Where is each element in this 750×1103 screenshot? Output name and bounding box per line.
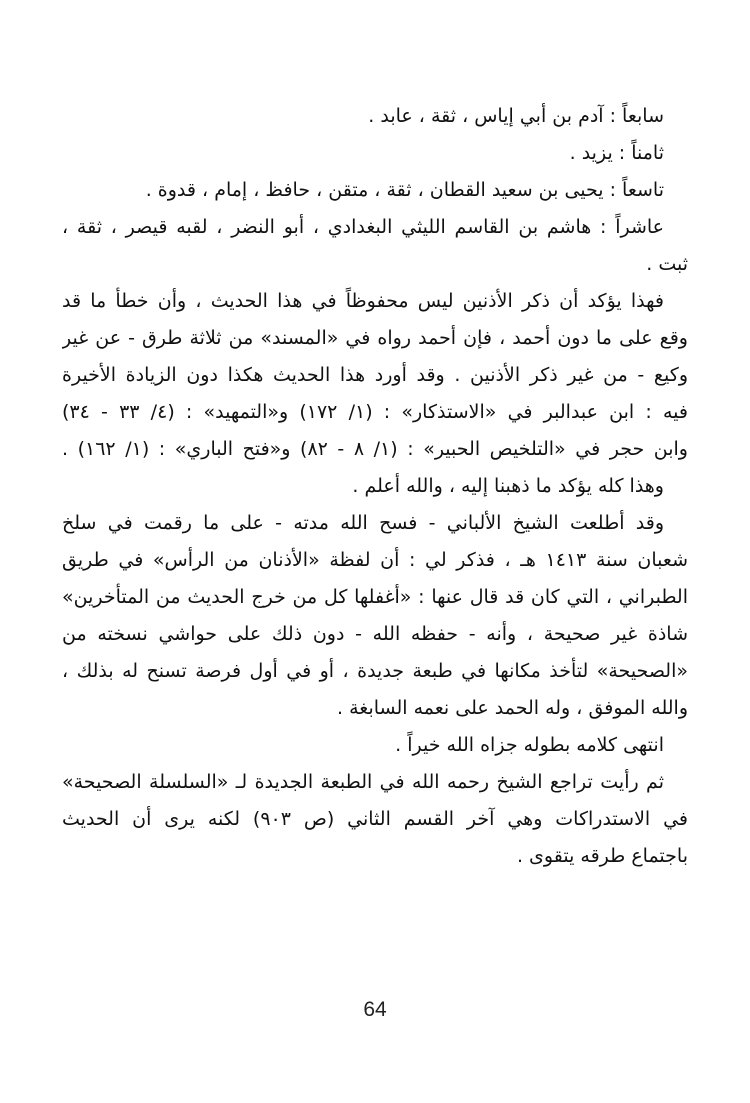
text-line: انتهى كلامه بطوله جزاه الله خيراً . [395, 734, 664, 756]
text-line: تاسعاً : يحيى بن سعيد القطان ، ثقة ، متقن ، حافظ ، إمام ، قدوة . [145, 179, 664, 201]
text-line: ثبت . [646, 253, 688, 275]
text-line: ثم رأيت تراجع الشيخ رحمه الله في الطبعة الجديدة لـ «السلسلة الصحيحة» [62, 771, 664, 793]
text-line: سابعاً : آدم بن أبي إياس ، ثقة ، عابد . [368, 105, 664, 127]
page-body-text [62, 98, 688, 875]
text-line: فهذا يؤكد أن ذكر الأذنين ليس محفوظاً في هذا الحديث ، وأن خطأ ما قد [62, 290, 664, 312]
text-line: في الاستدراكات وهي آخر القسم الثاني (ص ٩٠٣) لكنه يرى أن الحديث [62, 808, 688, 830]
text-line: وقد أطلعت الشيخ الألباني - فسح الله مدته - على ما رقمت في سلخ [62, 512, 664, 534]
page-number: 64 [363, 998, 387, 1021]
text-line: الطبراني ، التي كان قد قال عنها : «أغفلها كل من خرج الحديث من المتأخرين» [62, 586, 688, 608]
text-line: فيه : ابن عبدالبر في «الاستذكار» : (١/ ١٧٢) و«التمهيد» : (٤/ ٣٣ - ٣٤) [62, 401, 688, 423]
text-line: والله الموفق ، وله الحمد على نعمه السابغة . [337, 697, 688, 719]
text-line: شاذة غير صحيحة ، وأنه - حفظه الله - دون ذلك على حواشي نسخته من [62, 623, 688, 645]
text-line: وابن حجر في «التلخيص الحبير» : (١/ ٨ - ٨٢) و«فتح الباري» : (١/ ١٦٢) . [62, 438, 688, 460]
text-line: شعبان سنة ١٤١٣ هـ ، فذكر لي : أن لفظة «الأذنان من الرأس» في طريق [62, 549, 688, 571]
text-line: ثامناً : يزيد . [569, 142, 664, 164]
text-line: باجتماع طرقه يتقوى . [516, 845, 688, 867]
text-line: وقع على ما دون أحمد ، فإن أحمد رواه في «المسند» من ثلاثة طرق - عن غير [62, 327, 688, 349]
text-line: عاشراً : هاشم بن القاسم الليثي البغدادي ، أبو النضر ، لقبه قيصر ، ثقة ، [62, 216, 664, 238]
text-line: وهذا كله يؤكد ما ذهبنا إليه ، والله أعلم . [352, 475, 664, 497]
text-line: وكيع - من غير ذكر الأذنين . وقد أورد هذا الحديث هكذا دون الزيادة الأخيرة [62, 364, 688, 386]
text-line: «الصحيحة» لتأخذ مكانها في طبعة جديدة ، أو في أول فرصة تسنح له بذلك ، [62, 660, 688, 682]
